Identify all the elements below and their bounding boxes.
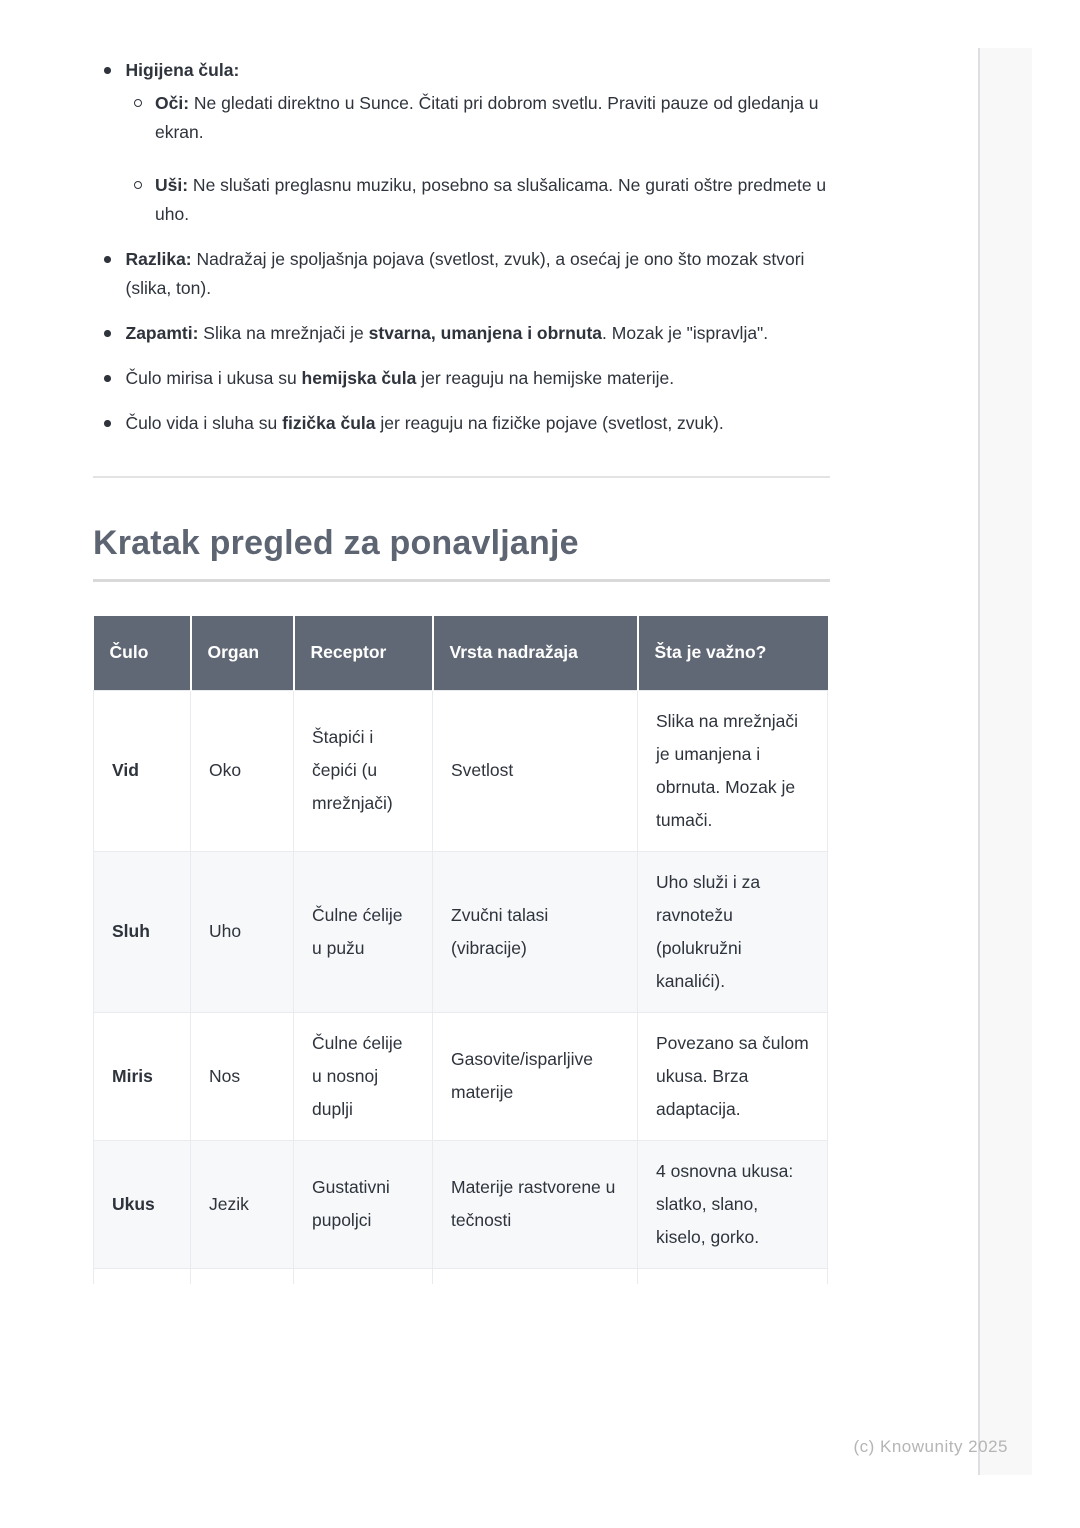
cell-receptor: Čulne ćelije u pužu bbox=[294, 851, 433, 1012]
cell-sense: Ukus bbox=[94, 1140, 191, 1268]
list-item bbox=[93, 319, 830, 348]
list-item bbox=[93, 245, 830, 303]
cell-important: Slika na mrežnjači je umanjena i obrnuta. Mozak je tumači. bbox=[638, 690, 828, 851]
cell-empty bbox=[638, 1268, 828, 1284]
list-item bbox=[125, 171, 830, 229]
bullet-circle-icon bbox=[134, 99, 142, 107]
cell-organ: Uho bbox=[191, 851, 294, 1012]
column-header-culo: Čulo bbox=[94, 616, 191, 690]
cell-important: Povezano sa čulom ukusa. Brza adaptacija. bbox=[638, 1012, 828, 1140]
table-row-partial bbox=[94, 1268, 828, 1284]
note-bold: Uši: bbox=[155, 175, 189, 195]
cell-stimulus: Svetlost bbox=[433, 690, 638, 851]
cell-empty bbox=[191, 1268, 294, 1284]
next-page-edge bbox=[978, 48, 1032, 1475]
table-row bbox=[94, 851, 828, 1012]
notes-sublist bbox=[125, 89, 830, 229]
bullet-dot-icon bbox=[104, 67, 111, 74]
note-plain: jer reaguju na hemijske materije. bbox=[416, 368, 675, 388]
cell-receptor: Čulne ćelije u nosnoj duplji bbox=[294, 1012, 433, 1140]
column-header-sta-je-vazno: Šta je važno? bbox=[638, 616, 828, 690]
page-title: Kratak pregled za ponavljanje bbox=[93, 524, 579, 562]
heading-underline bbox=[93, 579, 830, 582]
list-item bbox=[93, 364, 830, 393]
senses-table bbox=[93, 616, 828, 1284]
table-header-row bbox=[94, 616, 828, 690]
note-bold: fizička čula bbox=[282, 413, 376, 433]
cell-sense: Vid bbox=[94, 690, 191, 851]
bullet-dot-icon bbox=[104, 256, 111, 263]
note-text bbox=[126, 319, 831, 348]
column-header-organ: Organ bbox=[191, 616, 294, 690]
cell-stimulus: Gasovite/isparljive materije bbox=[433, 1012, 638, 1140]
note-text bbox=[155, 171, 830, 229]
list-item bbox=[125, 89, 830, 147]
note-text bbox=[126, 409, 831, 438]
cell-organ: Jezik bbox=[191, 1140, 294, 1268]
bullet-dot-icon bbox=[104, 420, 111, 427]
note-plain: Ne gledati direktno u Sunce. Čitati pri dobrom svetlu. Praviti pauze od gledanja u ekran. bbox=[155, 93, 819, 142]
cell-sense: Miris bbox=[94, 1012, 191, 1140]
table-row bbox=[94, 1012, 828, 1140]
cell-receptor: Gustativni pupoljci bbox=[294, 1140, 433, 1268]
cell-sense: Sluh bbox=[94, 851, 191, 1012]
table-row bbox=[94, 690, 828, 851]
note-bold: stvarna, umanjena i obrnuta bbox=[368, 323, 603, 343]
note-plain: Čulo mirisa i ukusa su bbox=[125, 368, 302, 388]
note-plain: jer reaguju na fizičke pojave (svetlost, zvuk). bbox=[375, 413, 724, 433]
cell-organ: Nos bbox=[191, 1012, 294, 1140]
note-plain: Čulo vida i sluha su bbox=[125, 413, 283, 433]
cell-important: 4 osnovna ukusa: slatko, slano, kiselo, gorko. bbox=[638, 1140, 828, 1268]
note-plain: Ne slušati preglasnu muziku, posebno sa slušalicama. Ne gurati oštre predmete u uho. bbox=[155, 175, 827, 224]
note-bold: Zapamti: bbox=[125, 323, 199, 343]
note-bold: Razlika: bbox=[125, 249, 192, 269]
cell-empty bbox=[433, 1268, 638, 1284]
note-bold: hemijska čula bbox=[301, 368, 417, 388]
cell-empty bbox=[294, 1268, 433, 1284]
bullet-dot-icon bbox=[104, 375, 111, 382]
column-header-vrsta-nadrazaja: Vrsta nadražaja bbox=[433, 616, 638, 690]
bullet-circle-icon bbox=[134, 181, 142, 189]
notes-list bbox=[93, 56, 830, 438]
list-item bbox=[93, 409, 830, 438]
watermark-text: (c) Knowunity 2025 bbox=[853, 1437, 1008, 1456]
cell-stimulus: Zvučni talasi (vibracije) bbox=[433, 851, 638, 1012]
note-plain: . Mozak je "ispravlja". bbox=[602, 323, 769, 343]
note-text bbox=[126, 245, 831, 303]
note-bold: Oči: bbox=[155, 93, 190, 113]
note-text bbox=[155, 89, 830, 147]
list-item bbox=[93, 56, 830, 229]
cell-receptor: Štapići i čepići (u mrežnjači) bbox=[294, 690, 433, 851]
cell-stimulus: Materije rastvorene u tečnosti bbox=[433, 1140, 638, 1268]
note-plain: Nadražaj je spoljašnja pojava (svetlost, zvuk), a osećaj je ono što mozak stvori (slika, ton). bbox=[125, 249, 805, 298]
column-header-receptor: Receptor bbox=[294, 616, 433, 690]
cell-important: Uho služi i za ravnotežu (polukružni kanalići). bbox=[638, 851, 828, 1012]
note-text bbox=[126, 364, 831, 393]
cell-organ: Oko bbox=[191, 690, 294, 851]
note-plain: Slika na mrežnjači je bbox=[198, 323, 369, 343]
note-text bbox=[126, 56, 831, 85]
table-row bbox=[94, 1140, 828, 1268]
note-bold: Higijena čula: bbox=[125, 60, 240, 80]
section-divider bbox=[93, 476, 830, 478]
notes-content bbox=[93, 0, 830, 1284]
cell-empty bbox=[94, 1268, 191, 1284]
bullet-dot-icon bbox=[104, 330, 111, 337]
